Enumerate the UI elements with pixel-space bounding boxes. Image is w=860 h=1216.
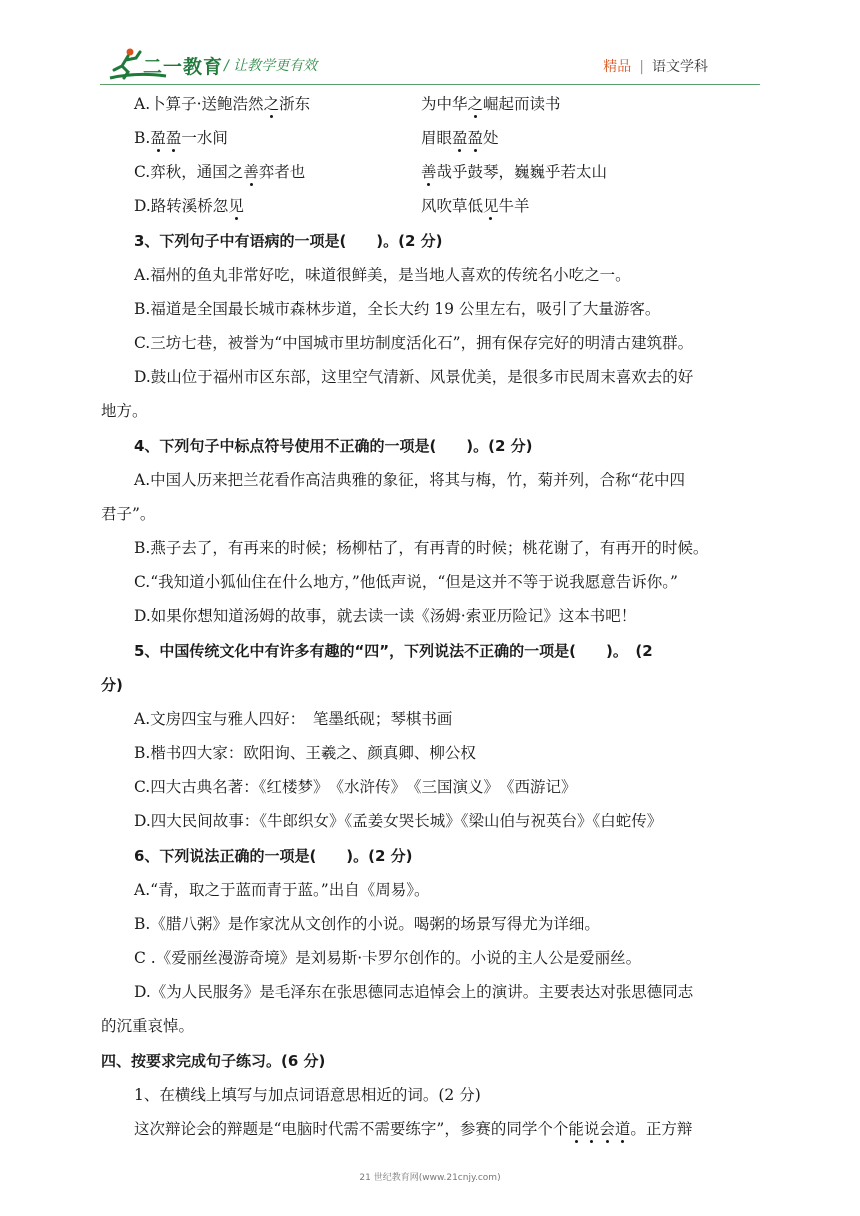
q3-title: 3、下列句子中有语病的一项是( )。(2 分) xyxy=(134,232,443,250)
q3-option-d-cont: 地方。 xyxy=(101,402,148,420)
dotted-word: 能说会道 xyxy=(568,1120,631,1138)
q2-option-b-left: B.盈盈一水间 xyxy=(134,129,228,147)
section4-text1: 这次辩论会的辩题是“电脑时代需不需要练字”，参赛的同学个个能说会道。正方辩 xyxy=(134,1120,693,1138)
q6-title: 6、下列说法正确的一项是( )。(2 分) xyxy=(134,847,413,865)
brand-quality: 精品 xyxy=(603,59,632,75)
q2-option-a-right: 为中华之崛起而读书 xyxy=(421,95,561,113)
q4-option-c: C.“我知道小狐仙住在什么地方，”他低声说，“但是这并不等于说我愿意告诉你。” xyxy=(134,573,678,591)
header-divider xyxy=(100,84,760,85)
logo-text: 二一教育 xyxy=(143,56,224,78)
slogan: / 让教学更有效 xyxy=(224,58,318,74)
q4-option-a-cont: 君子”。 xyxy=(101,505,156,523)
page-header xyxy=(0,0,860,90)
q2-option-d-right: 风吹草低见牛羊 xyxy=(421,197,530,215)
section4-title: 四、按要求完成句子练习。(6 分) xyxy=(101,1052,326,1070)
q3-option-d: D.鼓山位于福州市区东部，这里空气清新、风景优美，是很多市民周末喜欢去的好 xyxy=(134,368,694,386)
brand-label: 精品 | 语文学科 xyxy=(603,59,708,75)
q6-option-a: A.“青，取之于蓝而青于蓝。”出自《周易》。 xyxy=(134,881,430,899)
q6-option-b: B.《腊八粥》是作家沈从文创作的小说。喝粥的场景写得尤为详细。 xyxy=(134,915,600,933)
q4-option-d: D.如果你想知道汤姆的故事，就去读一读《汤姆·索亚历险记》这本书吧！ xyxy=(134,607,637,625)
q2-option-b-right: 眉眼盈盈处 xyxy=(421,129,499,147)
q3-option-b: B.福道是全国最长城市森林步道，全长大约 19 公里左右，吸引了大量游客。 xyxy=(134,300,661,318)
q6-option-c: C .《爱丽丝漫游奇境》是刘易斯·卡罗尔创作的。小说的主人公是爱丽丝。 xyxy=(134,949,642,967)
q5-option-c: C.四大古典名著：《红楼梦》 《水浒传》 《三国演义》 《西游记》 xyxy=(134,778,577,796)
q6-option-d-cont: 的沉重哀悼。 xyxy=(101,1017,195,1035)
q2-option-c-left: C.弈秋，通国之善弈者也 xyxy=(134,163,306,181)
q4-option-a: A.中国人历来把兰花看作高洁典雅的象征，将其与梅，竹，菊并列，合称“花中四 xyxy=(134,471,686,489)
q2-option-a-left: A.卜算子·送鲍浩然之浙东 xyxy=(134,95,311,113)
q6-option-d: D.《为人民服务》是毛泽东在张思德同志追悼会上的演讲。主要表达对张思德同志 xyxy=(134,983,694,1001)
q4-title: 4、下列句子中标点符号使用不正确的一项是( )。(2 分) xyxy=(134,437,533,455)
q4-option-b: B.燕子去了，有再来的时候；杨柳枯了，有再青的时候；桃花谢了，有再开的时候。 xyxy=(134,539,709,557)
page-footer: 21 世纪教育网(www.21cnjy.com) xyxy=(359,1173,501,1183)
q2-option-c-right: 善哉乎鼓琴，巍巍乎若太山 xyxy=(421,163,608,181)
brand-subject: 语文学科 xyxy=(652,59,708,75)
q5-option-a: A.文房四宝与雅人四好： 笔墨纸砚；琴棋书画 xyxy=(134,710,453,728)
q3-option-c: C.三坊七巷，被誉为“中国城市里坊制度活化石”，拥有保存完好的明清古建筑群。 xyxy=(134,334,694,352)
q5-title: 5、中国传统文化中有许多有趣的“四”，下列说法不正确的一项是( )。 (2 xyxy=(134,642,653,660)
section4-sub1: 1、在横线上填写与加点词语意思相近的词。(2 分) xyxy=(134,1086,481,1104)
q3-option-a: A.福州的鱼丸非常好吃，味道很鲜美，是当地人喜欢的传统名小吃之一。 xyxy=(134,266,631,284)
q5-title-cont: 分) xyxy=(101,676,123,694)
q5-option-b: B.楷书四大家：欧阳询、王羲之、颜真卿、柳公权 xyxy=(134,744,476,762)
q5-option-d: D.四大民间故事：《牛郎织女》《孟姜女哭长城》《梁山伯与祝英台》《白蛇传》 xyxy=(134,812,663,830)
q2-option-d-left: D.路转溪桥忽见 xyxy=(134,197,244,215)
